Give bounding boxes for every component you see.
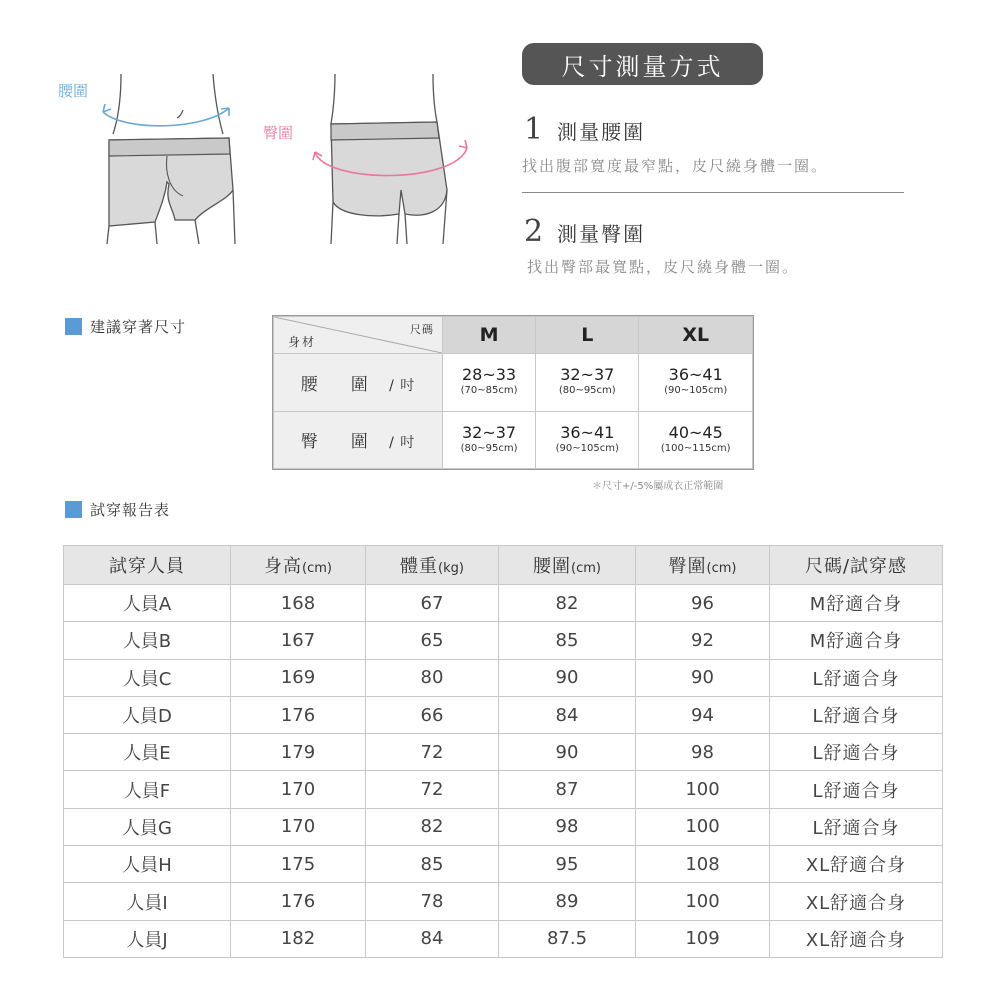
- table-cell: 176: [231, 696, 366, 733]
- size-cell: 40~45 (100~115cm): [639, 411, 753, 469]
- size-cell: 32~37 (80~95cm): [536, 354, 639, 412]
- step-1: [524, 112, 645, 147]
- table-cell: 109: [636, 920, 770, 957]
- table-cell: 人員F: [64, 771, 231, 808]
- table-cell: 人員I: [64, 883, 231, 920]
- corner-size-label: 尺碼: [410, 323, 434, 336]
- table-cell: 人員B: [64, 622, 231, 659]
- step-2-number: 2: [524, 214, 544, 249]
- report-column-header: 身高(cm): [231, 546, 366, 585]
- step-2-title: 測量臀圍: [557, 222, 646, 246]
- table-row: [64, 771, 943, 808]
- table-cell: 82: [499, 585, 636, 622]
- table-row: [64, 696, 943, 733]
- table-row: [64, 622, 943, 659]
- size-header-l: L: [536, 317, 639, 354]
- measure-method-title: 尺寸測量方式: [522, 43, 763, 85]
- table-cell: 96: [636, 585, 770, 622]
- table-cell: 98: [499, 808, 636, 845]
- step-2: [524, 214, 645, 249]
- table-cell: 人員D: [64, 696, 231, 733]
- table-cell: 100: [636, 883, 770, 920]
- size-cell: 36~41 (90~105cm): [639, 354, 753, 412]
- table-cell: 66: [366, 696, 499, 733]
- table-cell: 90: [499, 734, 636, 771]
- report-section-heading: [65, 499, 170, 520]
- table-cell: 80: [366, 659, 499, 696]
- size-cell: 32~37 (80~95cm): [443, 411, 536, 469]
- table-cell: 98: [636, 734, 770, 771]
- table-cell: 170: [231, 771, 366, 808]
- table-cell: 175: [231, 846, 366, 883]
- size-row-label: 臀 圍 / 吋: [274, 411, 443, 469]
- report-column-header: 臀圍(cm): [636, 546, 770, 585]
- size-table-corner: [274, 317, 443, 354]
- table-cell: L舒適合身: [770, 734, 943, 771]
- table-cell: 85: [499, 622, 636, 659]
- table-row: [64, 920, 943, 957]
- table-cell: 85: [366, 846, 499, 883]
- table-cell: 90: [499, 659, 636, 696]
- table-cell: 84: [499, 696, 636, 733]
- size-section-title: 建議穿著尺寸: [90, 318, 187, 336]
- step-2-description: 找出臀部最寬點，皮尺繞身體一圈。: [527, 258, 800, 276]
- size-cell: 28~33 (70~85cm): [443, 354, 536, 412]
- table-row: [64, 883, 943, 920]
- table-cell: M舒適合身: [770, 622, 943, 659]
- table-cell: 72: [366, 771, 499, 808]
- table-cell: XL舒適合身: [770, 883, 943, 920]
- report-column-header: 體重(kg): [366, 546, 499, 585]
- table-cell: 人員G: [64, 808, 231, 845]
- table-cell: 108: [636, 846, 770, 883]
- table-cell: 176: [231, 883, 366, 920]
- table-cell: 170: [231, 808, 366, 845]
- fitting-report-table: [63, 545, 942, 958]
- corner-body-label: 身材: [288, 335, 317, 349]
- table-row: [64, 734, 943, 771]
- size-table: [272, 315, 754, 470]
- table-row: [64, 808, 943, 845]
- table-cell: 89: [499, 883, 636, 920]
- table-cell: L舒適合身: [770, 659, 943, 696]
- step-divider: [522, 192, 904, 193]
- table-row: [64, 846, 943, 883]
- size-row-waist: [274, 354, 753, 412]
- size-header-xl: XL: [639, 317, 753, 354]
- report-section-title: 試穿報告表: [90, 501, 171, 519]
- table-cell: 人員A: [64, 585, 231, 622]
- waist-label: 腰圍: [58, 82, 89, 100]
- table-cell: L舒適合身: [770, 771, 943, 808]
- report-column-header: 腰圍(cm): [499, 546, 636, 585]
- hip-label: 臀圍: [263, 124, 294, 142]
- size-cell: 36~41 (90~105cm): [536, 411, 639, 469]
- table-cell: 100: [636, 771, 770, 808]
- table-cell: 人員C: [64, 659, 231, 696]
- table-cell: 95: [499, 846, 636, 883]
- table-cell: 87: [499, 771, 636, 808]
- table-cell: 82: [366, 808, 499, 845]
- table-row: [64, 659, 943, 696]
- report-column-header: 尺碼/試穿感: [770, 546, 943, 585]
- table-cell: 100: [636, 808, 770, 845]
- size-header-m: M: [443, 317, 536, 354]
- table-row: [64, 585, 943, 622]
- table-cell: L舒適合身: [770, 808, 943, 845]
- step-1-number: 1: [524, 112, 544, 147]
- table-cell: 84: [366, 920, 499, 957]
- table-cell: M舒適合身: [770, 585, 943, 622]
- step-1-description: 找出腹部寬度最窄點，皮尺繞身體一圈。: [522, 157, 829, 175]
- table-cell: 179: [231, 734, 366, 771]
- table-cell: 人員J: [64, 920, 231, 957]
- table-cell: XL舒適合身: [770, 920, 943, 957]
- table-cell: 65: [366, 622, 499, 659]
- table-cell: 169: [231, 659, 366, 696]
- section-marker-icon: [65, 318, 82, 335]
- table-cell: 72: [366, 734, 499, 771]
- report-column-header: 試穿人員: [64, 546, 231, 585]
- table-cell: L舒適合身: [770, 696, 943, 733]
- size-row-hip: [274, 411, 753, 469]
- hip-measure-illustration: [305, 72, 475, 247]
- table-cell: 94: [636, 696, 770, 733]
- table-cell: 67: [366, 585, 499, 622]
- step-1-title: 測量腰圍: [557, 120, 646, 144]
- section-marker-icon: [65, 501, 82, 518]
- table-cell: 人員E: [64, 734, 231, 771]
- table-cell: 92: [636, 622, 770, 659]
- table-cell: 87.5: [499, 920, 636, 957]
- table-cell: 78: [366, 883, 499, 920]
- table-cell: 168: [231, 585, 366, 622]
- size-row-label: 腰 圍 / 吋: [274, 354, 443, 412]
- table-cell: 90: [636, 659, 770, 696]
- size-tolerance-note: ＊尺寸+/-5%屬成衣正常範圍: [592, 481, 724, 492]
- table-cell: 182: [231, 920, 366, 957]
- table-cell: XL舒適合身: [770, 846, 943, 883]
- table-cell: 人員H: [64, 846, 231, 883]
- table-cell: 167: [231, 622, 366, 659]
- size-section-heading: [65, 316, 186, 337]
- waist-measure-illustration: [95, 72, 245, 247]
